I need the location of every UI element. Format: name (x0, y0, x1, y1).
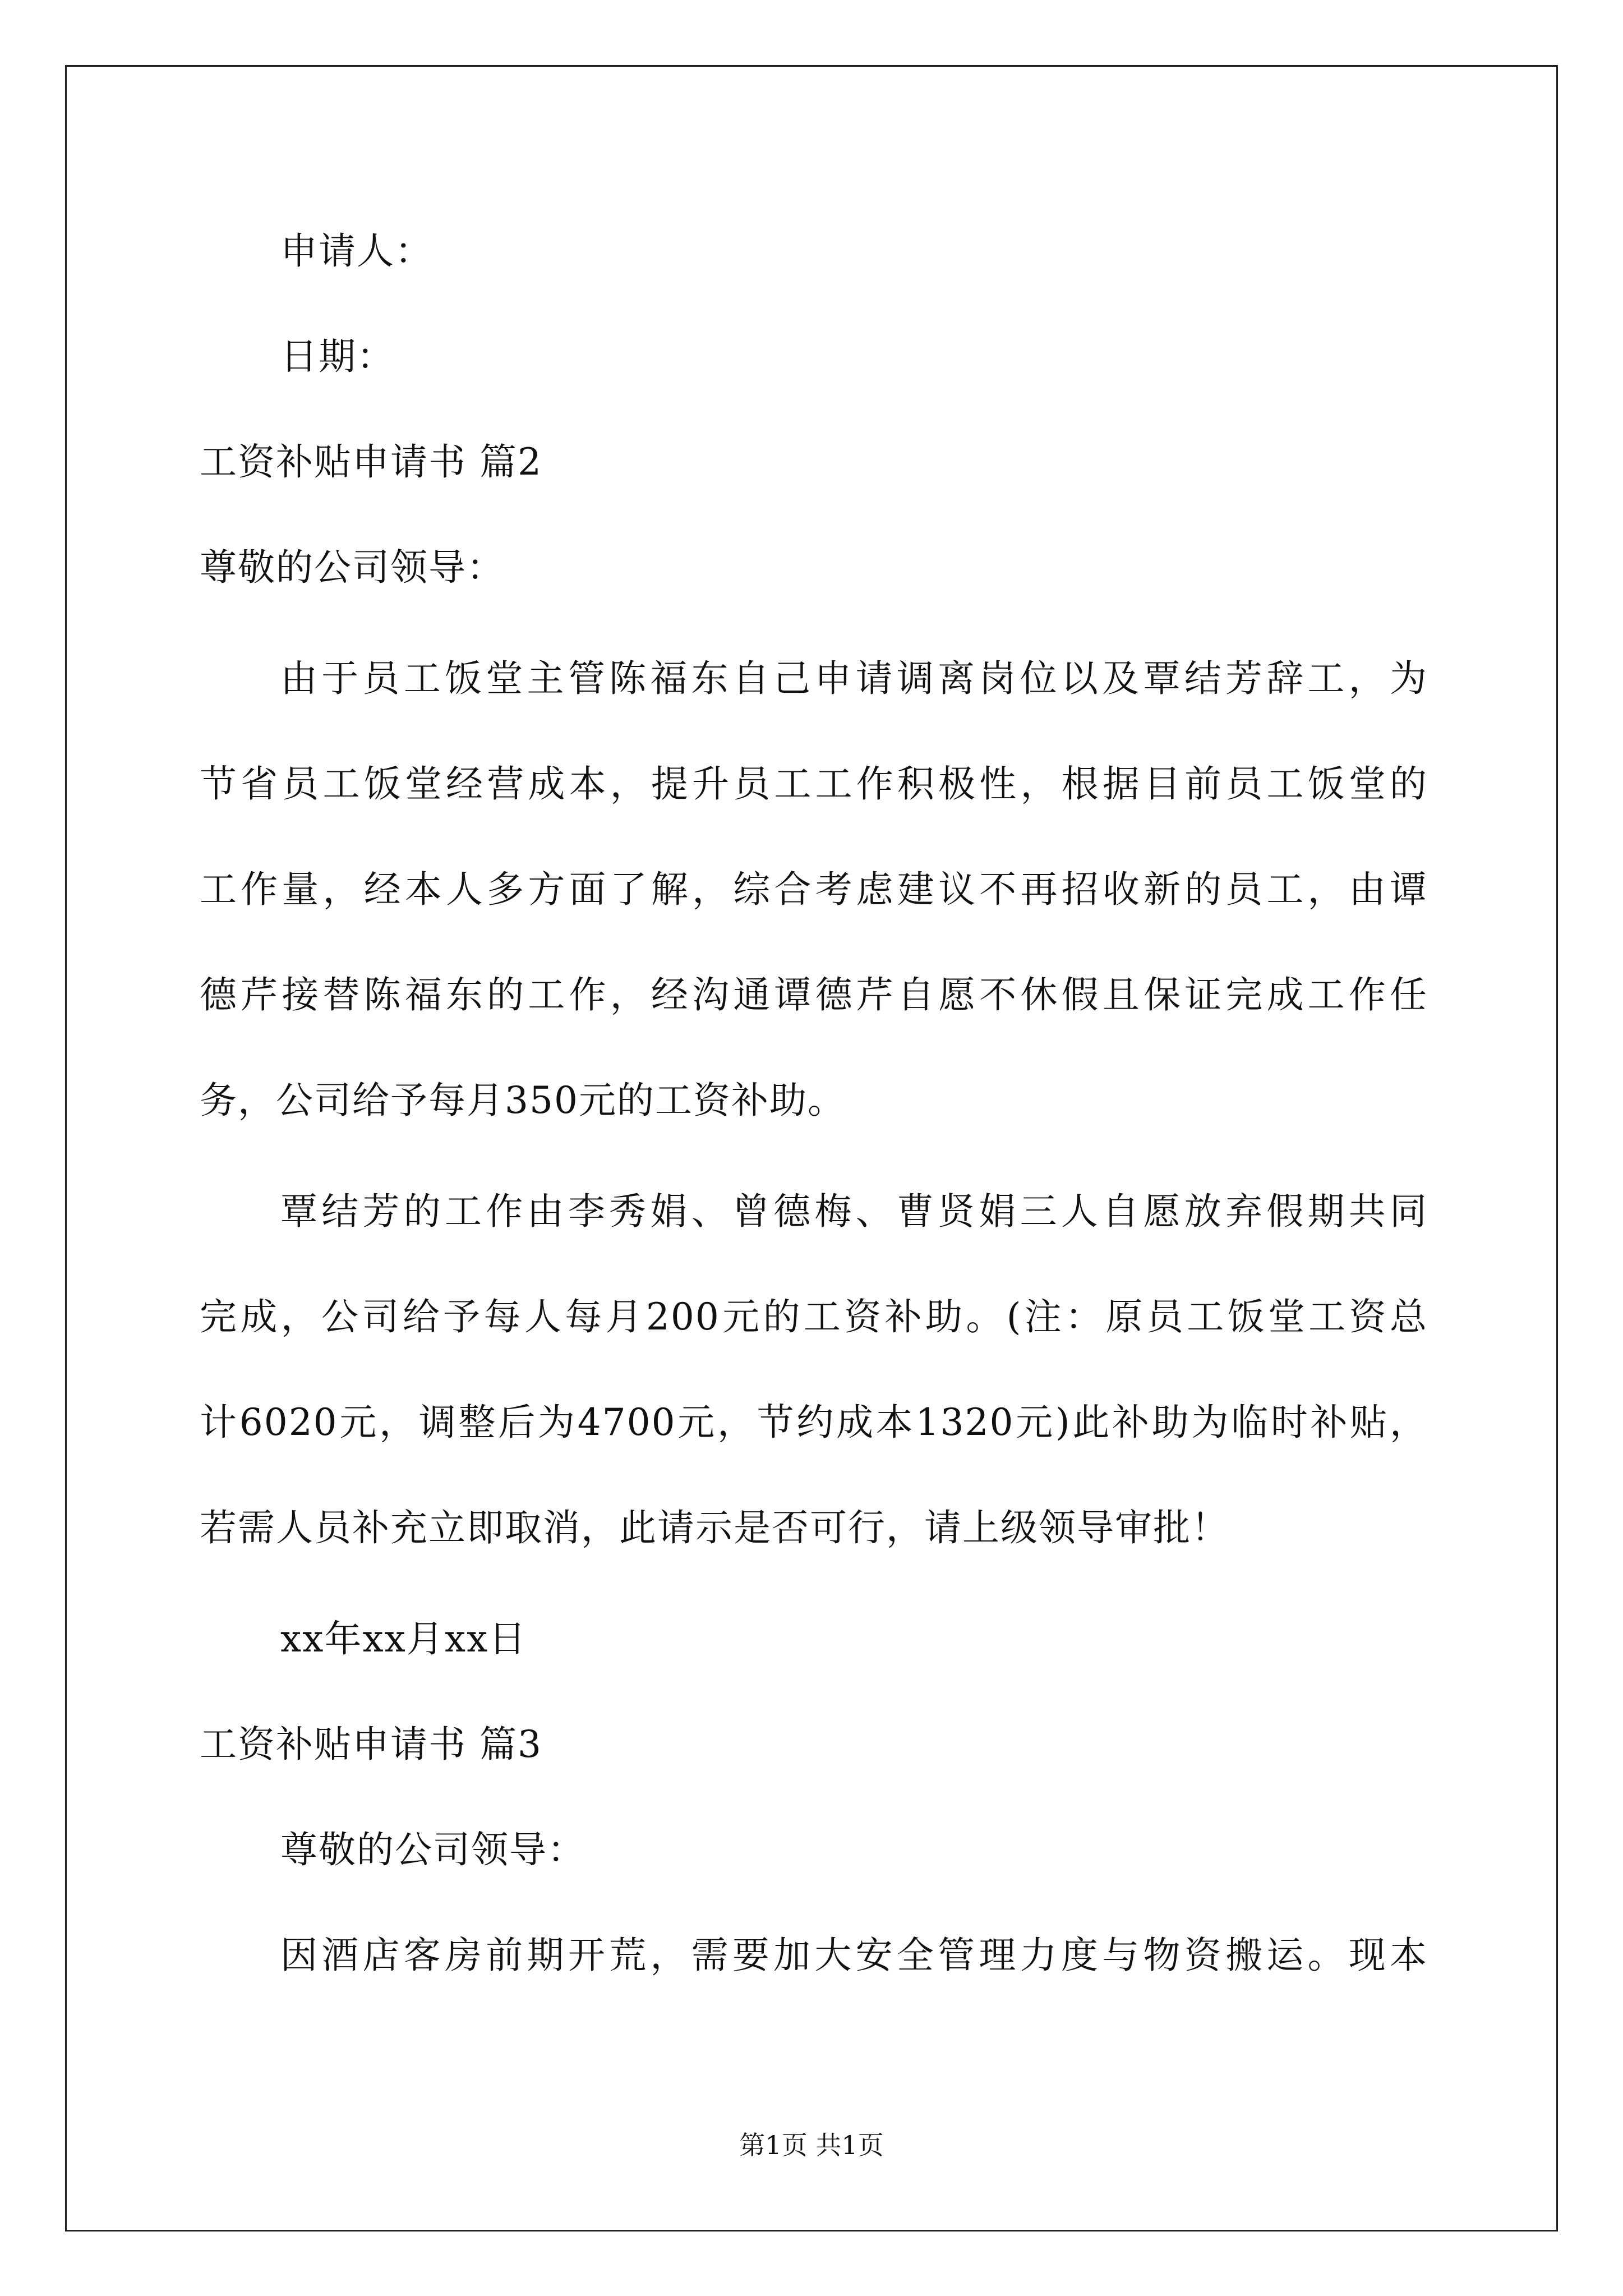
section3-para1-line: 因酒店客房前期开荒，需要加大安全管理力度与物资搬运。现本 (280, 1934, 1428, 1977)
section2-para2-line: 计6020元，调整后为4700元，节约成本1320元)此补助为临时补贴， (200, 1401, 1428, 1444)
section3-salutation: 尊敬的公司领导： (280, 1828, 585, 1871)
section2-para2-line: 完成，公司给予每人每月200元的工资补助。(注：原员工饭堂工资总 (200, 1295, 1428, 1338)
section2-para2-line: 若需人员补充立即取消，此请示是否可行，请上级领导审批！ (200, 1506, 1229, 1549)
section2-date-line: xx年xx月xx日 (280, 1617, 527, 1660)
section2-para2-line: 覃结芳的工作由李秀娟、曾德梅、曹贤娟三人自愿放弃假期共同 (280, 1190, 1428, 1233)
section2-heading: 工资补贴申请书 篇2 (200, 440, 542, 484)
section2-para1-line: 务，公司给予每月350元的工资补助。 (200, 1079, 846, 1122)
section2-para1-line: 节省员工饭堂经营成本，提升员工工作积极性，根据目前员工饭堂的 (200, 762, 1428, 806)
section3-heading: 工资补贴申请书 篇3 (200, 1723, 542, 1766)
section2-para1-line: 由于员工饭堂主管陈福东自己申请调离岗位以及覃结芳辞工，为 (280, 657, 1428, 700)
date-label: 日期： (280, 335, 395, 378)
applicant-label: 申请人： (280, 229, 433, 273)
section2-para1-line: 德芹接替陈福东的工作，经沟通谭德芹自愿不休假且保证完成工作任 (200, 973, 1428, 1016)
section2-para1-line: 工作量，经本人多方面了解，综合考虑建议不再招收新的员工，由谭 (200, 868, 1428, 911)
page-footer: 第1页 共1页 (739, 2130, 884, 2160)
page-border (65, 65, 1558, 2231)
section2-salutation: 尊敬的公司领导： (200, 546, 505, 589)
